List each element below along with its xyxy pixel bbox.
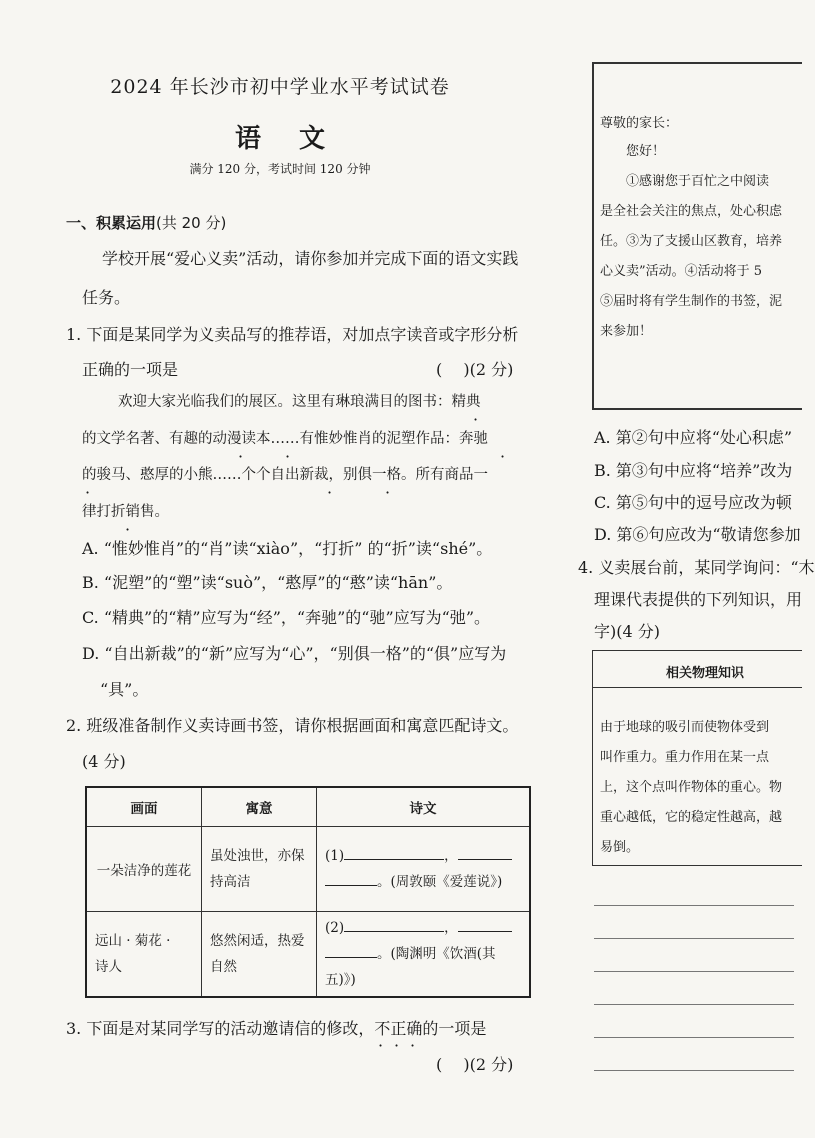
row2-picture-line1: 远山 · 菊花 ·	[95, 933, 171, 949]
q1-answer-bracket: ( )(2 分)	[436, 360, 514, 379]
emphasis-dot: ·	[385, 483, 391, 502]
row1-poem	[317, 827, 531, 912]
answer-line[interactable]	[594, 1037, 794, 1038]
row2-meaning-line1: 悠然闲适，热爱	[210, 933, 305, 949]
answer-line[interactable]	[594, 938, 794, 939]
letter-line-3: 任。③为了支援山区教育，培养	[600, 234, 783, 249]
answer-blank-1a[interactable]	[344, 845, 444, 860]
physics-line-2: 叫作重力。重力作用在某一点	[600, 750, 770, 765]
q1-passage-line1: 欢迎大家光临我们的展区。这里有琳琅满目的图书：精典	[118, 394, 481, 410]
header-poem: 诗文	[317, 787, 531, 827]
subject-title: 语文	[234, 124, 363, 154]
row1-meaning-line2: 持高洁	[210, 874, 251, 890]
q3-stem-line1: 3. 下面是对某同学写的活动邀请信的修改，不正确的一项是	[66, 1019, 487, 1038]
section-points: (共 20 分)	[156, 214, 227, 232]
row2-comma: ，	[444, 920, 458, 936]
q1-option-c: C. “精典”的“精”应写为“经”，“奔驰”的“驰”应写为“弛”。	[82, 608, 491, 627]
physics-box-title: 相关物理知识	[666, 666, 745, 681]
letter-hello: 您好！	[626, 144, 666, 159]
exam-info: 满分 120 分，考试时间 120 分钟	[189, 162, 371, 176]
row1-label: (1)	[325, 848, 345, 864]
q1-option-a: A. “惟妙惟肖”的“肖”读“xiào”，“打折” 的“折”读“shé”。	[82, 539, 493, 558]
physics-line-1: 由于地球的吸引而使物体受到	[600, 720, 770, 735]
answer-blank-1c[interactable]	[325, 871, 377, 886]
letter-line-1: ①感谢您于百忙之中阅读	[626, 174, 770, 189]
letter-line-5: ⑤届时将有学生制作的书签，泥	[600, 294, 783, 309]
table-row	[86, 827, 530, 912]
q1-option-d: D. “自出新裁”的“新”应写为“心”，“别俱一格”的“俱”应写为	[82, 644, 507, 663]
emphasis-dot: ·	[238, 447, 244, 466]
answer-line[interactable]	[594, 1004, 794, 1005]
q3-option-b: B. 第③句中应将“培养”改为	[594, 461, 793, 480]
q4-stem-line3: 字)(4 分)	[594, 622, 660, 641]
physics-line-4: 重心越低，它的稳定性越高，越	[600, 810, 783, 825]
answer-blank-2b[interactable]	[458, 917, 512, 932]
q4-stem-line2: 理课代表提供的下列知识，用	[594, 590, 803, 609]
q1-passage-line4: 律打折销售。	[82, 504, 169, 520]
row1-comma: ，	[444, 848, 458, 864]
q2-stem-line2: (4 分)	[82, 752, 126, 771]
letter-greeting: 尊敬的家长：	[600, 116, 679, 131]
emphasis-dot: ·	[410, 1036, 416, 1055]
answer-line[interactable]	[594, 905, 794, 906]
q3-option-c: C. 第⑤句中的逗号应改为顿	[594, 493, 792, 512]
answer-blank-2a[interactable]	[344, 917, 444, 932]
row2-meaning	[202, 912, 317, 998]
emphasis-dot: ·	[473, 410, 479, 429]
physics-line-5: 易倒。	[600, 840, 640, 855]
section-heading	[66, 212, 226, 233]
intro-line-2: 任务。	[82, 288, 131, 307]
answer-line[interactable]	[594, 1070, 794, 1071]
intro-line-1: 学校开展“爱心义卖”活动，请你参加并完成下面的语文实践	[102, 249, 519, 268]
row2-picture	[86, 912, 202, 998]
row2-poem	[317, 912, 531, 998]
q3-answer-bracket: ( )(2 分)	[436, 1055, 514, 1074]
row1-picture: 一朵洁净的莲花	[86, 827, 202, 912]
answer-blank-2c[interactable]	[325, 943, 377, 958]
q4-stem-line1: 4. 义卖展台前，某同学询问：“木	[578, 558, 815, 577]
header-meaning: 寓意	[202, 787, 317, 827]
q3-option-a: A. 第②句中应将“处心积虑”	[594, 428, 793, 447]
row1-source: 。(周敦颐《爱莲说》)	[377, 874, 503, 890]
section-heading-text: 一、积累运用	[66, 214, 157, 232]
row2-source: 。(陶渊明《饮酒(其五)》)	[325, 946, 496, 988]
row1-meaning	[202, 827, 317, 912]
row1-meaning-line1: 虽处浊世，亦保	[210, 848, 305, 864]
q1-option-b: B. “泥塑”的“塑”读“suò”，“憨厚”的“憨”读“hān”。	[82, 573, 453, 592]
physics-line-3: 上，这个点叫作物体的重心。物	[600, 780, 783, 795]
exam-title: 2024 年长沙市初中学业水平考试试卷	[110, 76, 450, 98]
emphasis-dot: ·	[327, 483, 333, 502]
answer-line[interactable]	[594, 971, 794, 972]
emphasis-dot: ·	[125, 520, 131, 539]
answer-blank-1b[interactable]	[458, 845, 512, 860]
letter-line-6: 来参加！	[600, 324, 653, 339]
letter-line-2: 是全社会关注的焦点，处心积虑	[600, 204, 783, 219]
emphasis-dot: ·	[500, 447, 506, 466]
q1-passage-line3: 的骏马、憨厚的小熊……个个自出新裁，别俱一格。所有商品一	[82, 467, 488, 483]
row2-label: (2)	[325, 920, 345, 936]
q1-stem-line1: 1. 下面是某同学为义卖品写的推荐语，对加点字读音或字形分析	[66, 325, 519, 344]
row2-meaning-line2: 自然	[210, 959, 237, 975]
q1-option-d-cont: “具”。	[100, 680, 149, 699]
header-picture: 画面	[86, 787, 202, 827]
row2-picture-line2: 诗人	[95, 959, 122, 975]
emphasis-dot: ·	[85, 483, 91, 502]
poem-match-table	[85, 786, 531, 998]
emphasis-dot: ·	[394, 1036, 400, 1055]
q1-passage-line2: 的文学名著、有趣的动漫读本……有惟妙惟肖的泥塑作品：奔驰	[82, 431, 488, 447]
emphasis-dot: ·	[378, 1036, 384, 1055]
letter-line-4: 心义卖”活动。④活动将于 5	[600, 264, 763, 279]
emphasis-dot: ·	[285, 447, 291, 466]
q2-stem-line1: 2. 班级准备制作义卖诗画书签，请你根据画面和寓意匹配诗文。	[66, 716, 519, 735]
table-row	[86, 912, 530, 998]
q1-stem-line2: 正确的一项是	[82, 360, 179, 379]
q3-option-d: D. 第⑥句应改为“敬请您参加	[594, 525, 801, 544]
